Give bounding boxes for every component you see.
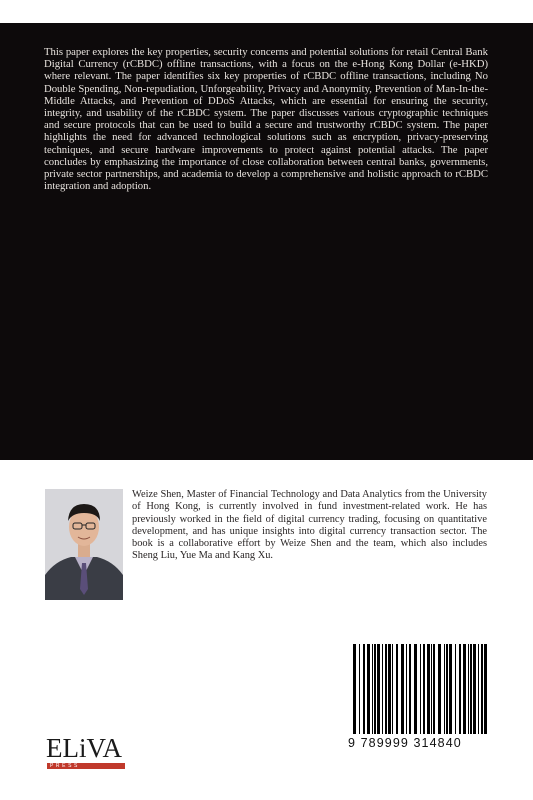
barcode-bar: [409, 644, 411, 734]
barcode-bar: [481, 644, 483, 734]
isbn-number: 9 789999 314840: [348, 736, 462, 750]
barcode-bar: [414, 644, 417, 734]
barcode-bar: [473, 644, 476, 734]
barcode-bar: [470, 644, 472, 734]
barcode-bar: [353, 644, 356, 734]
author-portrait-image: [45, 489, 123, 600]
barcode-bar: [484, 644, 487, 734]
barcode-bar: [478, 644, 479, 734]
author-bio: Weize Shen, Master of Financial Technology and Data Analytics from the University of Hong Kong, is currently involved in fund investment-related work. He has previously worked in the field of digital currency trading, focusing on quantitative development, and has unique insights into digital currency transaction sector. The book is a collaborative effort by Weize Shen and the team, which also includes Sheng Liu, Yue Ma and Kang Xu.: [132, 489, 487, 562]
barcode-bar: [372, 644, 373, 734]
barcode-bar: [433, 644, 435, 734]
abstract-text: This paper explores the key properties, security concerns and potential solutions for retail Central Bank Digital Currency (rCBDC) offline transactions, with a focus on the e-Hong Kong Dollar (e-HKD) where relevant. The paper identifies six key properties of rCBDC offline transactions, including No Double Spending, Non-repudiation, Unforgeability, Privacy and Anonymity, Prevention of Man-In-the-Middle Attacks, and Prevention of DDoS Attacks, which are essential for ensuring the security, integrity, and usability of the rCBDC system. The paper discusses various cryptographic techniques and secure protocols that can be used to build a secure and trustworthy rCBDC system. The paper highlights the need for advanced technological solutions such as encryption, privacy-preserving techniques, and secure hardware improvements to protect against potential attacks. The paper concludes by emphasizing the importance of close collaboration between central banks, governments, private sector partnerships, and academia to develop a comprehensive and holistic approach to rCBDC integration and adoption.: [44, 46, 488, 193]
publisher-logo-subtext: PRESS: [50, 763, 80, 769]
barcode-bar: [427, 644, 430, 734]
barcode-bar: [406, 644, 407, 734]
publisher-logo: [46, 734, 126, 774]
barcode-bar: [446, 644, 448, 734]
barcode-bar: [401, 644, 404, 734]
barcode-bar: [396, 644, 398, 734]
barcode-bar: [420, 644, 421, 734]
barcode-bar: [388, 644, 391, 734]
barcode-bar: [377, 644, 380, 734]
barcode-bar: [468, 644, 469, 734]
barcode-bar: [431, 644, 432, 734]
barcode-bar: [392, 644, 393, 734]
author-photo: [45, 489, 123, 600]
barcode-bars: [345, 644, 495, 736]
barcode-bar: [455, 644, 456, 734]
barcode-bar: [363, 644, 365, 734]
barcode-bar: [463, 644, 466, 734]
barcode-bar: [374, 644, 376, 734]
barcode-bar: [459, 644, 461, 734]
barcode-bar: [367, 644, 370, 734]
barcode-bar: [438, 644, 441, 734]
barcode-bar: [423, 644, 425, 734]
barcode-bar: [385, 644, 387, 734]
publisher-logo-text: ELiVA: [46, 733, 123, 763]
barcode-bar: [382, 644, 383, 734]
barcode-bar: [359, 644, 360, 734]
barcode-bar: [444, 644, 445, 734]
barcode-bar: [449, 644, 452, 734]
